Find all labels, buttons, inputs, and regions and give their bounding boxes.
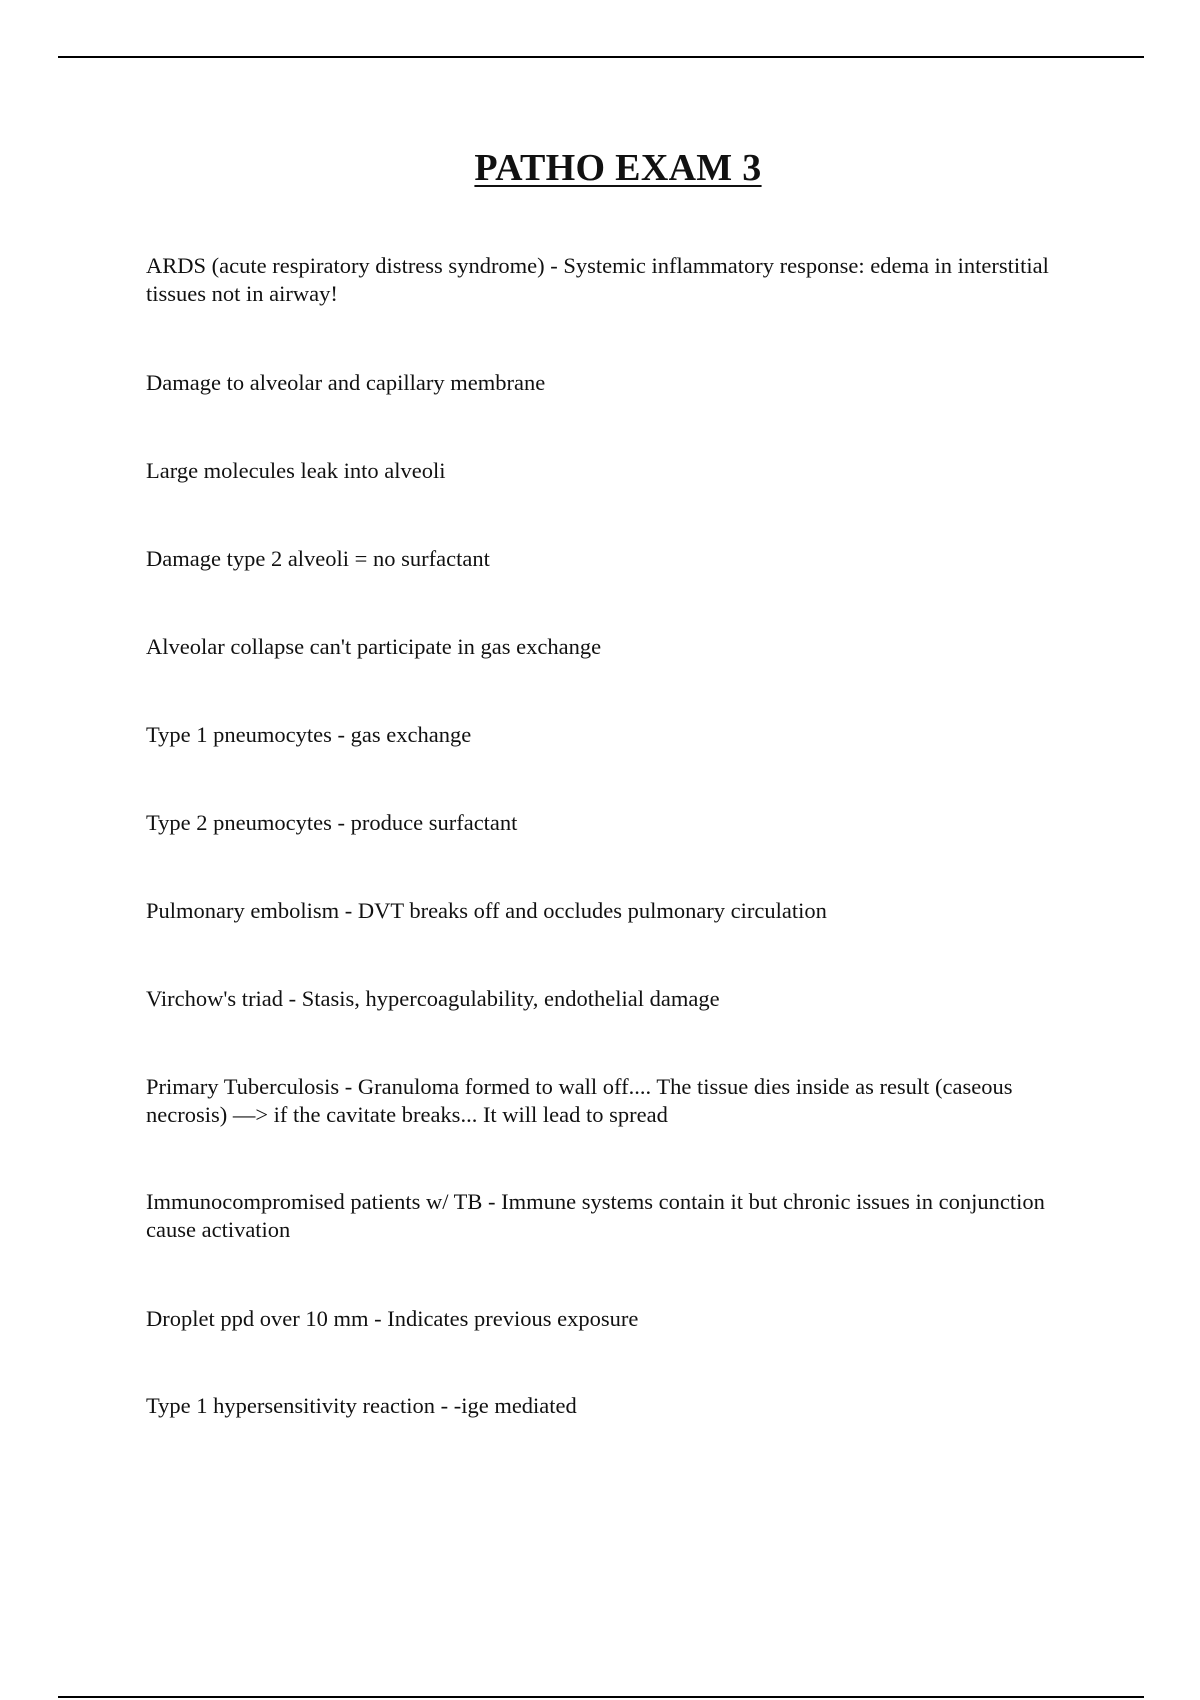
note-item: ARDS (acute respiratory distress syndrome) - Systemic inflammatory response: edema in interstitial tissues not in airway! xyxy=(146,253,1049,306)
note-item: Pulmonary embolism - DVT breaks off and occludes pulmonary circulation xyxy=(146,898,827,923)
top-divider xyxy=(58,56,1144,58)
note-item: Damage type 2 alveoli = no surfactant xyxy=(146,546,490,571)
note-item: Type 1 pneumocytes - gas exchange xyxy=(146,722,472,747)
note-item: Primary Tuberculosis - Granuloma formed to wall off.... The tissue dies inside as result (caseous necrosis) —> if the cavitate breaks... It will lead to spread xyxy=(146,1074,1013,1127)
note-item: Droplet ppd over 10 mm - Indicates previous exposure xyxy=(146,1306,639,1331)
note-item: Virchow's triad - Stasis, hypercoagulability, endothelial damage xyxy=(146,986,720,1011)
note-item: Type 1 hypersensitivity reaction - -ige mediated xyxy=(146,1393,577,1418)
bottom-divider xyxy=(58,1696,1144,1698)
note-item: Damage to alveolar and capillary membrane xyxy=(146,370,546,395)
note-item: Immunocompromised patients w/ TB - Immune systems contain it but chronic issues in conjunction cause activation xyxy=(146,1189,1045,1242)
note-item: Large molecules leak into alveoli xyxy=(146,458,446,483)
note-item: Alveolar collapse can't participate in gas exchange xyxy=(146,634,602,659)
note-item: Type 2 pneumocytes - produce surfactant xyxy=(146,810,518,835)
page-title: PATHO EXAM 3 xyxy=(474,147,762,189)
